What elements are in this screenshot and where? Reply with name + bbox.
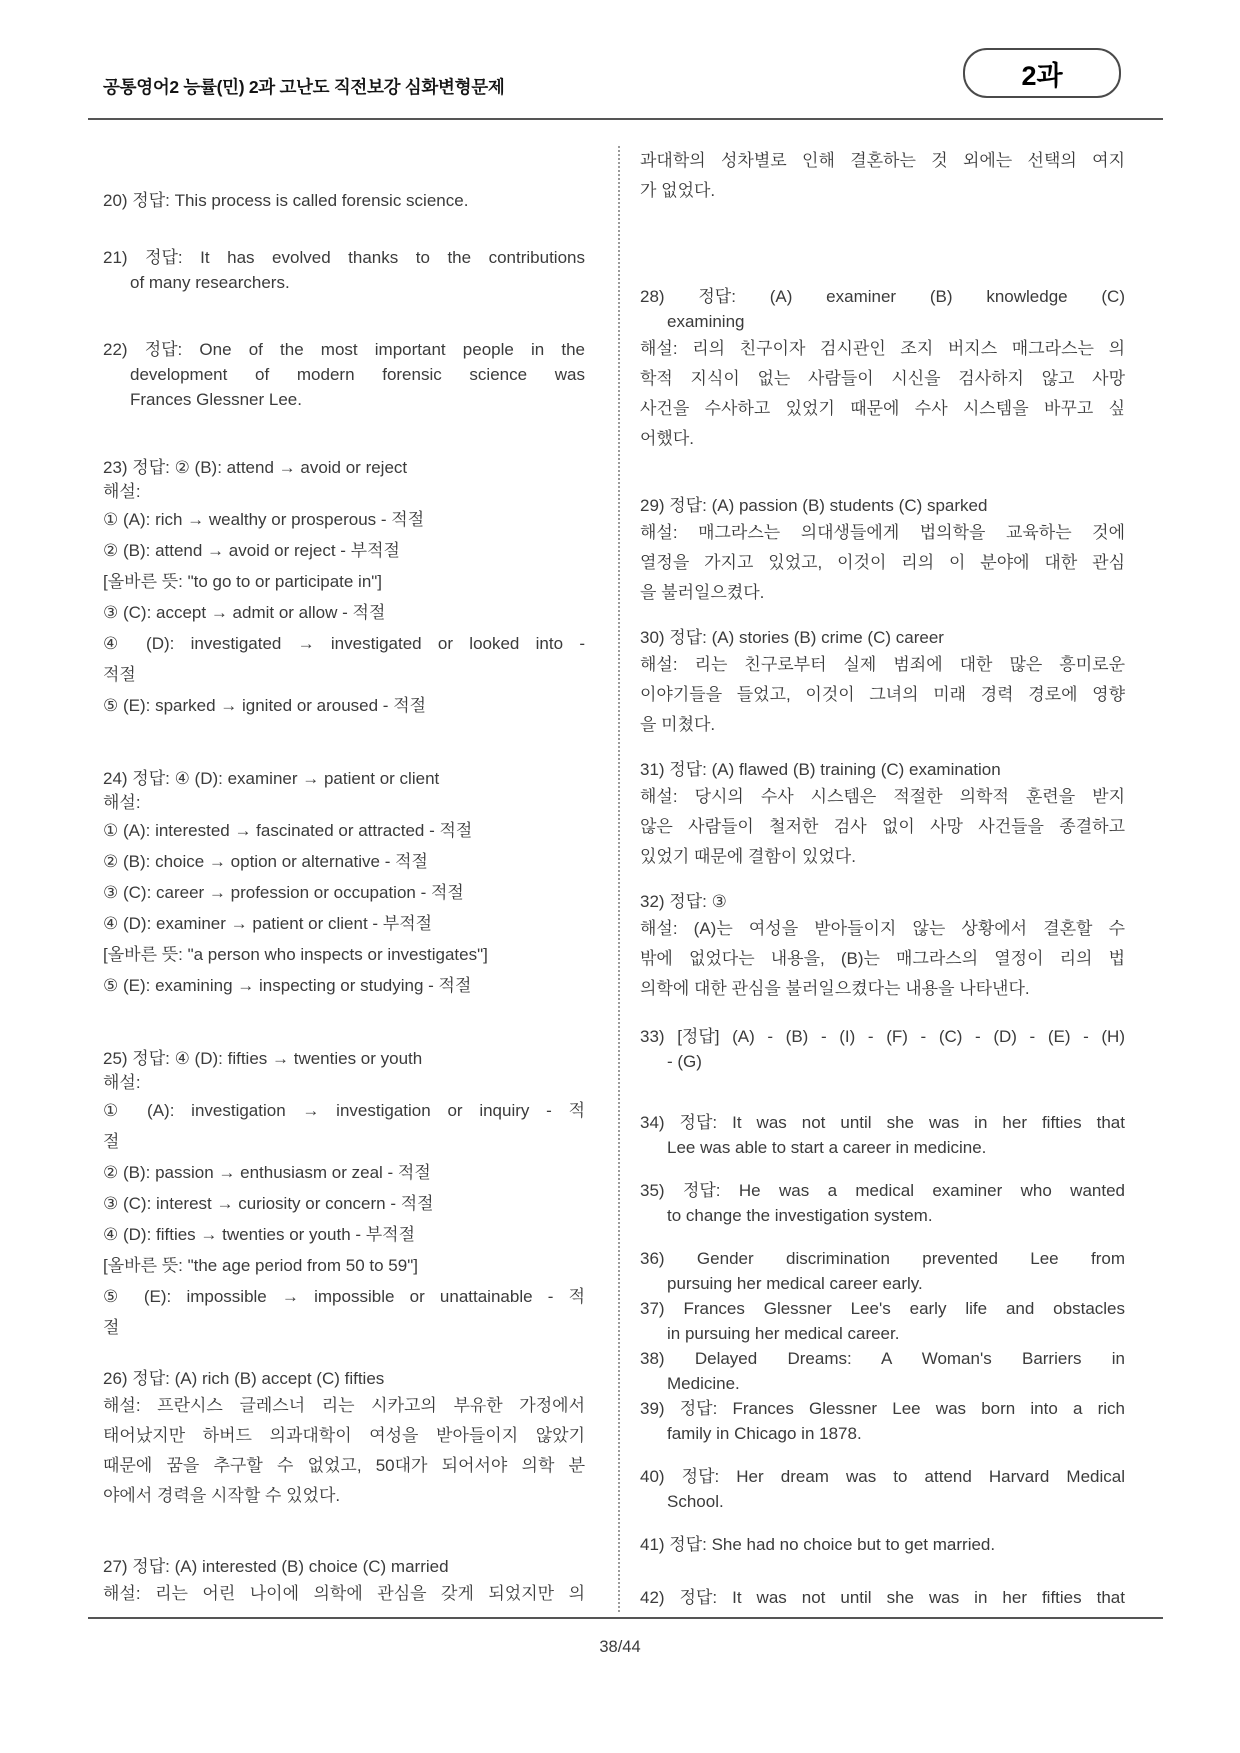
text-line: ⑤ (E): examining → inspecting or studying - 적절 xyxy=(103,976,472,995)
answer-block xyxy=(103,245,585,295)
text-line: pursuing her medical career early. xyxy=(667,1274,923,1293)
answer-block xyxy=(640,494,1125,608)
text-line: 34) 정답: It was not until she was in her fifties that xyxy=(640,1113,1125,1132)
answer-block xyxy=(103,767,585,1001)
text-line: 밖에 없었다는 내용을, (B)는 매그라스의 열정이 리의 법 xyxy=(640,949,1125,968)
text-line: 39) 정답: Frances Glessner Lee was born into a rich xyxy=(640,1399,1125,1418)
text-line: examining xyxy=(667,312,745,331)
text-line: 해설: 프란시스 글레스너 리는 시카고의 부유한 가정에서 xyxy=(103,1396,585,1415)
text-line: 열정을 가지고 있었고, 이것이 리의 이 분야에 대한 관심 xyxy=(640,553,1125,572)
page-footer xyxy=(0,1638,1240,1657)
text-line: 29) 정답: (A) passion (B) students (C) sparked xyxy=(640,496,988,515)
answer-block xyxy=(640,1396,1125,1446)
text-line: 해설: xyxy=(103,482,141,501)
text-line: 해설: 리는 친구로부터 실제 범죄에 대한 많은 흥미로운 xyxy=(640,655,1125,674)
text-line: School. xyxy=(667,1492,724,1511)
text-line: 25) 정답: ④ (D): fifties → twenties or youth xyxy=(103,1049,423,1068)
text-line: ④ (D): fifties → twenties or youth - 부적절 xyxy=(103,1225,416,1244)
text-line: 과대학의 성차별로 인해 결혼하는 것 외에는 선택의 여지 xyxy=(640,151,1125,170)
text-line: 학적 지식이 없는 사람들이 시신을 검사하지 않고 사망 xyxy=(640,369,1125,388)
text-line: 해설: 리는 어린 나이에 의학에 관심을 갖게 되었지만 의 xyxy=(103,1584,585,1603)
content-area xyxy=(0,146,1240,1610)
text-line: 해설: 리의 친구이자 검시관인 조지 버지스 매그라스는 의 xyxy=(640,339,1125,358)
text-line: ⑤ (E): impossible → impossible or unattainable - 적 xyxy=(103,1287,585,1306)
page-number: 38/44 xyxy=(599,1638,641,1656)
answer-block xyxy=(640,758,1125,872)
left-column xyxy=(103,146,585,1609)
text-line: 37) Frances Glessner Lee's early life and obstacles xyxy=(640,1299,1125,1318)
text-line: [올바른 뜻: "a person who inspects or investigates"] xyxy=(103,945,488,964)
text-line: ④ (D): examiner → patient or client - 부적절 xyxy=(103,914,433,933)
unit-badge: 2과 xyxy=(963,48,1121,98)
text-line: 해설: xyxy=(103,793,141,812)
text-line: ② (B): attend → avoid or reject - 부적절 xyxy=(103,541,400,560)
text-line: 해설: xyxy=(103,1073,141,1092)
text-line: 30) 정답: (A) stories (B) crime (C) career xyxy=(640,628,944,647)
text-line: 이야기들을 들었고, 이것이 그녀의 미래 경력 경로에 영향 xyxy=(640,685,1125,704)
column-divider xyxy=(618,146,620,1612)
text-line: of many researchers. xyxy=(130,273,290,292)
text-line: 야에서 경력을 시작할 수 있었다. xyxy=(103,1486,341,1505)
document-title: 공통영어2 능률(민) 2과 고난도 직전보강 심화변형문제 xyxy=(103,77,505,97)
text-line: Medicine. xyxy=(667,1374,740,1393)
text-line: ① (A): rich → wealthy or prosperous - 적절 xyxy=(103,510,425,529)
text-line: Lee was able to start a career in medicine. xyxy=(667,1138,987,1157)
text-line: 때문에 꿈을 추구할 수 없었고, 50대가 되어서야 의학 분 xyxy=(103,1456,585,1475)
text-line: 23) 정답: ② (B): attend → avoid or reject xyxy=(103,458,408,477)
text-line: 32) 정답: ③ xyxy=(640,892,727,911)
text-line: 41) 정답: She had no choice but to get married. xyxy=(640,1535,996,1554)
text-line: ③ (C): accept → admit or allow - 적절 xyxy=(103,603,386,622)
text-line: family in Chicago in 1878. xyxy=(667,1424,862,1443)
text-line: ③ (C): interest → curiosity or concern - 적절 xyxy=(103,1194,434,1213)
text-line: 태어났지만 하버드 의과대학이 여성을 받아들이지 않았기 xyxy=(103,1426,585,1445)
text-line: [올바른 뜻: "the age period from 50 to 59"] xyxy=(103,1256,418,1275)
text-line: 21) 정답: It has evolved thanks to the contributions xyxy=(103,248,585,267)
text-line: to change the investigation system. xyxy=(667,1206,933,1225)
answer-block xyxy=(640,1532,1125,1557)
text-line: 38) Delayed Dreams: A Woman's Barriers in xyxy=(640,1349,1125,1368)
text-line: 을 불러일으켰다. xyxy=(640,583,765,602)
footer-divider xyxy=(88,1617,1163,1619)
text-line: 절 xyxy=(103,1318,120,1337)
answer-block xyxy=(640,1246,1125,1296)
text-line: ② (B): choice → option or alternative - 적절 xyxy=(103,852,428,871)
text-line: 31) 정답: (A) flawed (B) training (C) examination xyxy=(640,760,1001,779)
header-divider xyxy=(88,118,1163,120)
answer-block xyxy=(640,284,1125,454)
answer-block xyxy=(103,456,585,721)
answer-block xyxy=(103,188,585,213)
answer-block xyxy=(640,890,1125,1004)
text-line: Frances Glessner Lee. xyxy=(130,390,302,409)
text-line: 가 없었다. xyxy=(640,181,716,200)
text-line: 있었기 때문에 결함이 있었다. xyxy=(640,847,856,866)
answer-block xyxy=(640,1024,1125,1074)
text-line: 28) 정답: (A) examiner (B) knowledge (C) xyxy=(640,287,1125,306)
text-line: 을 미쳤다. xyxy=(640,715,716,734)
answer-block xyxy=(640,1464,1125,1514)
text-line: 적절 xyxy=(103,665,136,684)
answer-block xyxy=(640,1585,1125,1610)
answer-block xyxy=(103,1555,585,1609)
text-line: in pursuing her medical career. xyxy=(667,1324,900,1343)
text-line: development of modern forensic science was xyxy=(130,365,585,384)
answer-block xyxy=(640,626,1125,740)
text-line: 해설: 당시의 수사 시스템은 적절한 의학적 훈련을 받지 xyxy=(640,787,1125,806)
text-line: 26) 정답: (A) rich (B) accept (C) fifties xyxy=(103,1369,385,1388)
text-line: 의학에 대한 관심을 불러일으켰다는 내용을 나타낸다. xyxy=(640,979,1030,998)
text-line: 해설: 매그라스는 의대생들에게 법의학을 교육하는 것에 xyxy=(640,523,1125,542)
text-line: ① (A): interested → fascinated or attracted - 적절 xyxy=(103,821,473,840)
text-line: ⑤ (E): sparked → ignited or aroused - 적절 xyxy=(103,696,427,715)
text-line: 해설: (A)는 여성을 받아들이지 않는 상황에서 결혼할 수 xyxy=(640,919,1125,938)
answer-block xyxy=(640,1296,1125,1346)
text-line: 사건을 수사하고 있었기 때문에 수사 시스템을 바꾸고 싶 xyxy=(640,399,1125,418)
answer-block xyxy=(640,146,1125,206)
text-line: 35) 정답: He was a medical examiner who wanted xyxy=(640,1181,1125,1200)
text-line: 42) 정답: It was not until she was in her fifties that xyxy=(640,1588,1125,1607)
text-line: 27) 정답: (A) interested (B) choice (C) married xyxy=(103,1557,449,1576)
text-line: 33) [정답] (A) - (B) - (I) - (F) - (C) - (D) - (E) - (H) xyxy=(640,1027,1125,1046)
text-line: ③ (C): career → profession or occupation - 적절 xyxy=(103,883,464,902)
text-line: 절 xyxy=(103,1132,120,1151)
answer-block xyxy=(103,1047,585,1343)
answer-block xyxy=(103,337,585,412)
text-line: ② (B): passion → enthusiasm or zeal - 적절 xyxy=(103,1163,431,1182)
answer-block xyxy=(640,1178,1125,1228)
text-line: 어했다. xyxy=(640,429,694,448)
text-line: 20) 정답: This process is called forensic science. xyxy=(103,191,469,210)
text-line: [올바른 뜻: "to go to or participate in"] xyxy=(103,572,383,591)
text-line: ④ (D): investigated → investigated or looked into - xyxy=(103,634,585,653)
text-line: 22) 정답: One of the most important people in the xyxy=(103,340,585,359)
text-line: 36) Gender discrimination prevented Lee from xyxy=(640,1249,1125,1268)
text-line: - (G) xyxy=(667,1052,702,1071)
answer-block xyxy=(103,1367,585,1511)
right-column xyxy=(640,146,1125,1610)
text-line: 않은 사람들이 철저한 검사 없이 사망 사건들을 종결하고 xyxy=(640,817,1125,836)
answer-block xyxy=(640,1110,1125,1160)
text-line: 40) 정답: Her dream was to attend Harvard Medical xyxy=(640,1467,1125,1486)
text-line: ① (A): investigation → investigation or inquiry - 적 xyxy=(103,1101,585,1120)
answer-block xyxy=(640,1346,1125,1396)
text-line: 24) 정답: ④ (D): examiner → patient or client xyxy=(103,769,440,788)
